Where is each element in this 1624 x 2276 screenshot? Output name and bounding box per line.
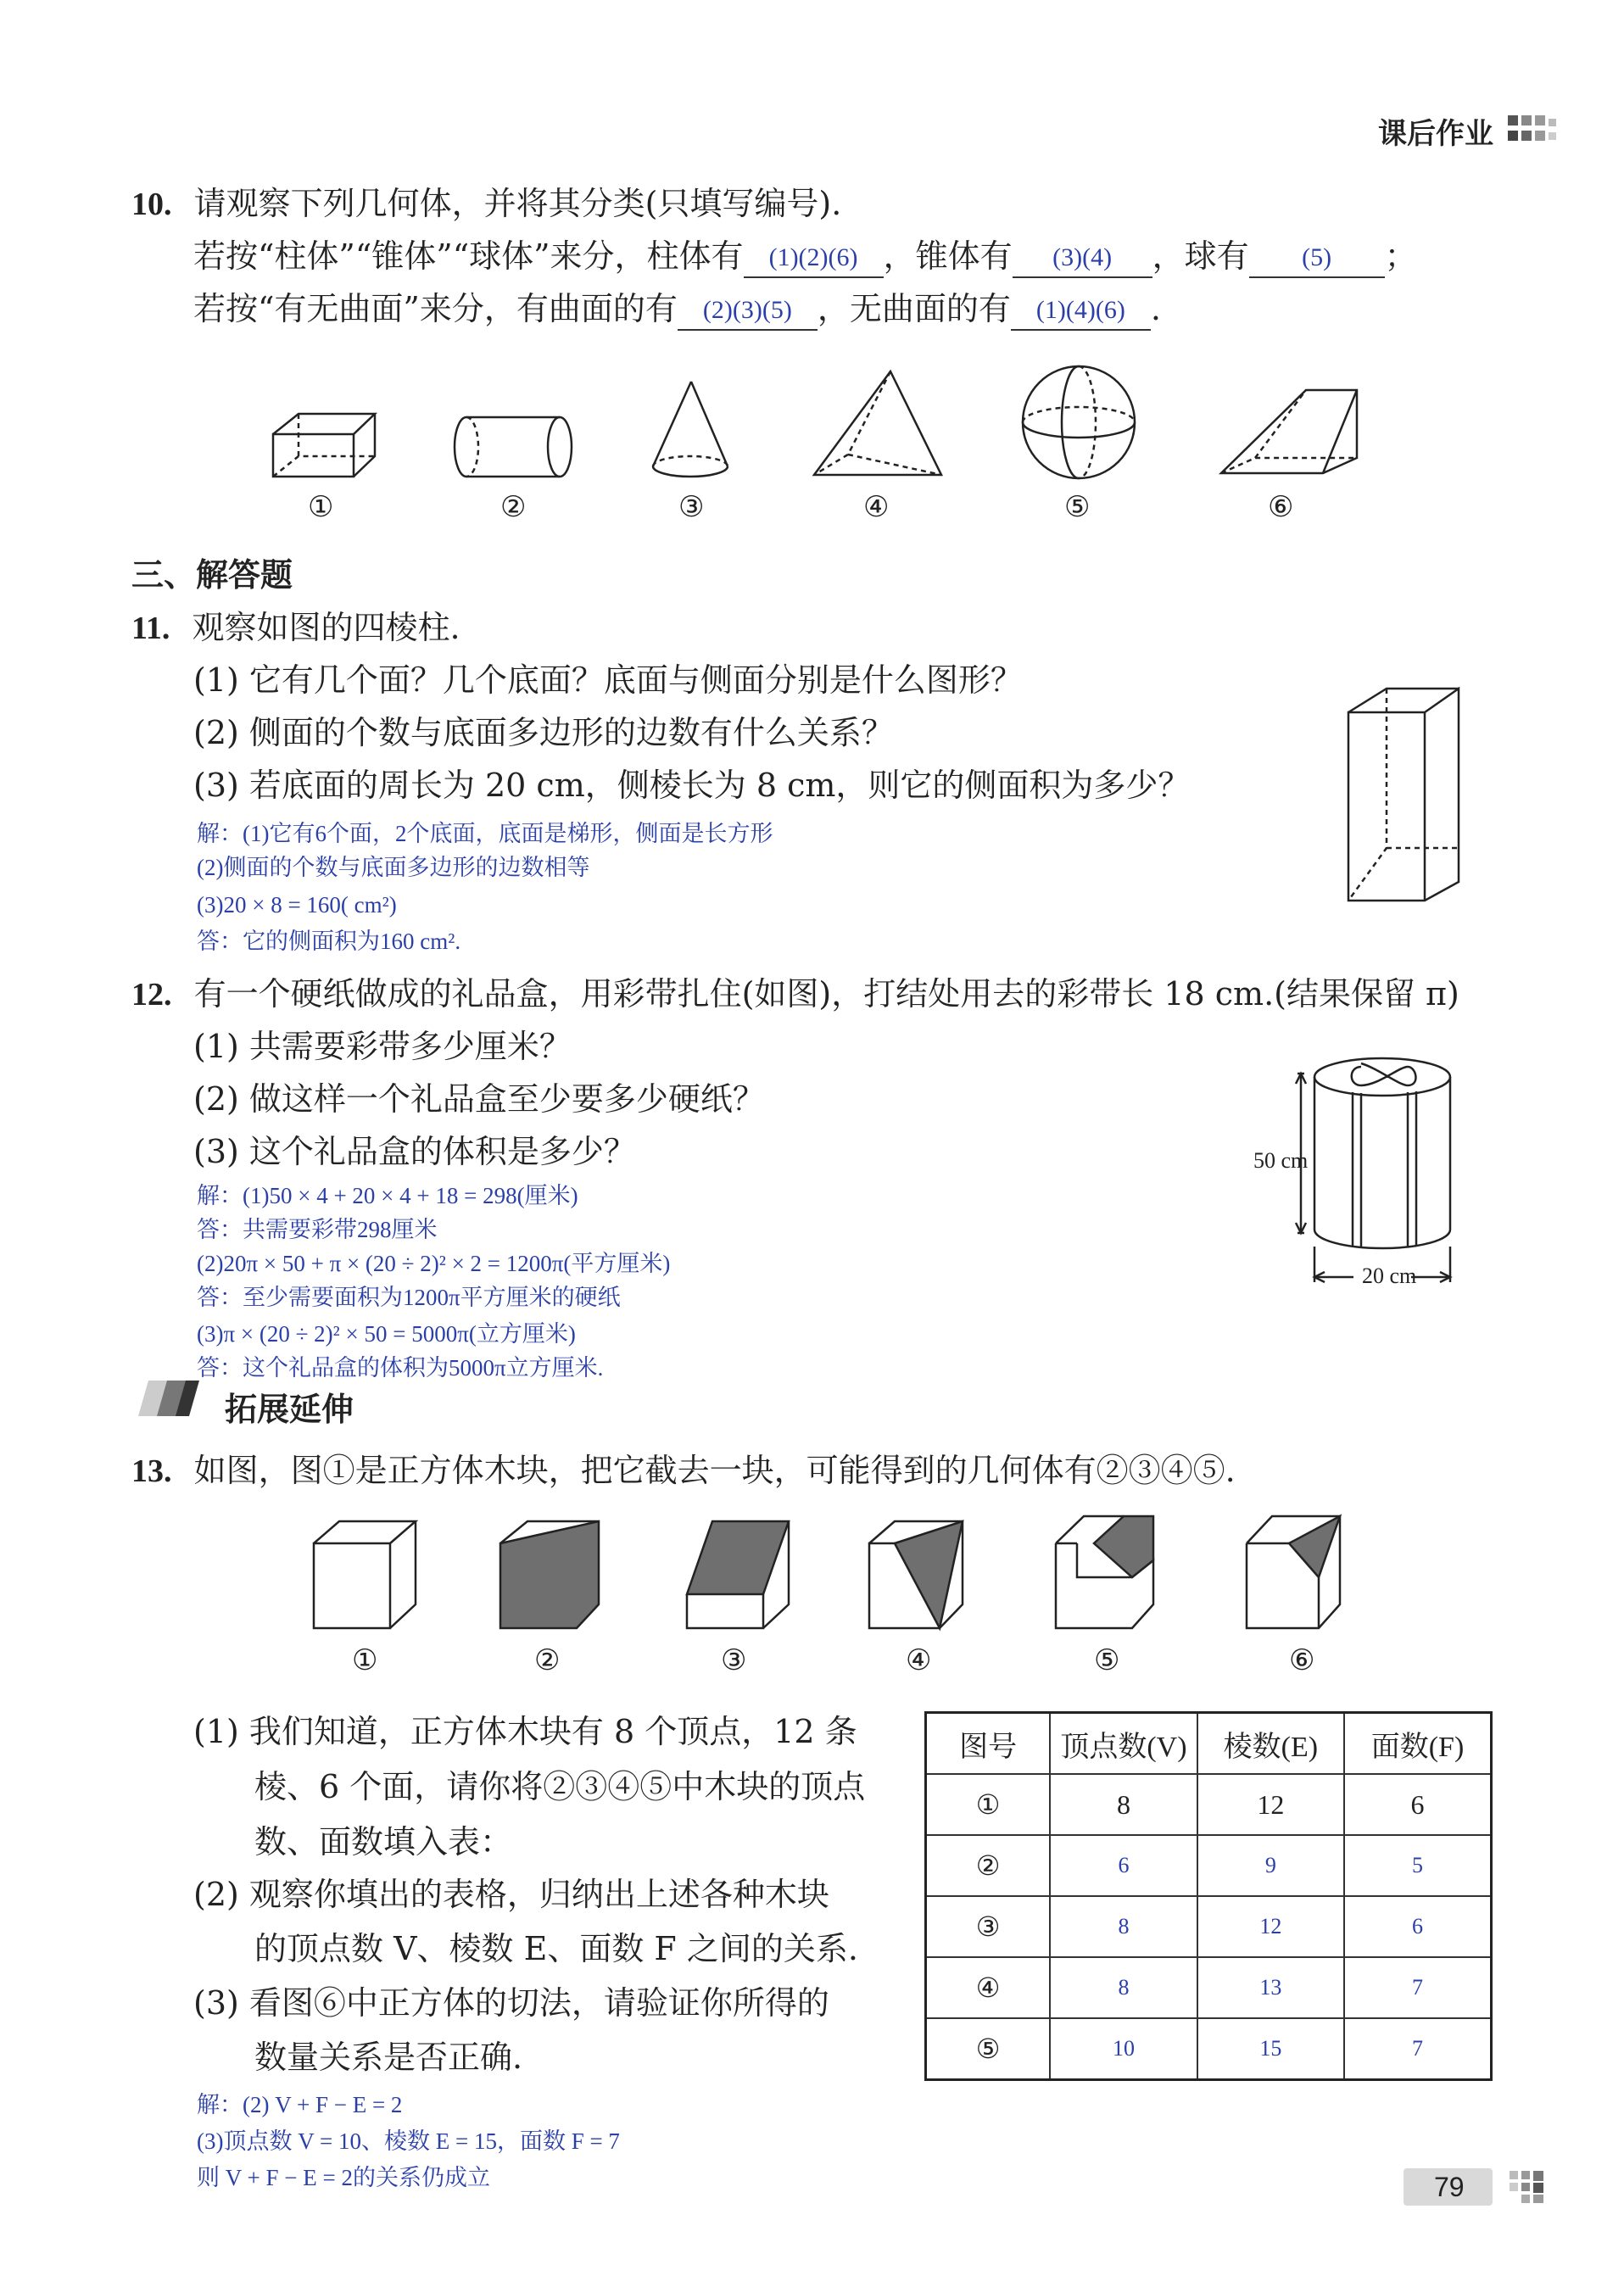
q12-height-label: 50 cm xyxy=(1253,1148,1309,1173)
table-cell: 8 xyxy=(1050,1957,1197,2018)
q11-text: 观察如图的四棱柱. xyxy=(192,609,460,646)
q10-line2-text-c: ，球有 xyxy=(1152,237,1249,275)
q11-solution-1: 解：(1)它有6个面，2个底面，底面是梯形，侧面是长方形 xyxy=(197,821,773,846)
footer-decoration-icon xyxy=(1510,2171,1552,2208)
q12-solution-6: 答：这个礼品盒的体积为5000π立方厘米. xyxy=(197,1355,604,1381)
q13-number: 13. xyxy=(131,1453,172,1489)
table-cell: 6 xyxy=(1344,1896,1491,1957)
q11-solution-4: 答：它的侧面积为160 cm². xyxy=(197,929,461,954)
table-cell: ③ xyxy=(926,1896,1051,1957)
table-cell: ① xyxy=(926,1774,1051,1835)
q13-solution-3: 则 V + F − E = 2的关系仍成立 xyxy=(197,2165,490,2190)
q13-part-3a: (3) 看图⑥中正方体的切法，请验证你所得的 xyxy=(193,1984,829,2022)
table-header-row xyxy=(926,1713,1492,1775)
table-row xyxy=(926,1835,1492,1896)
q10-label-4: ④ xyxy=(863,492,890,523)
q10-answer-flat: (1)(4)(6) xyxy=(1011,292,1151,331)
table-header: 棱数(E) xyxy=(1197,1713,1344,1775)
q10-answer-cone: (3)(4) xyxy=(1013,239,1152,278)
q10-line3-text-c: . xyxy=(1150,290,1161,327)
q10-line3-text-b: ，无曲面的有 xyxy=(817,290,1011,327)
table-header: 面数(F) xyxy=(1344,1713,1491,1775)
q12-text: 有一个硬纸做成的礼品盒，用彩带扎住(如图)，打结处用去的彩带长 18 cm.(结果保留 π) xyxy=(193,975,1459,1012)
q10-number: 10. xyxy=(131,187,172,222)
cube-figure xyxy=(314,1521,416,1628)
q13-label-4: ④ xyxy=(906,1645,932,1676)
q13-part-2a: (2) 观察你填出的表格，归纳出上述各种木块 xyxy=(193,1876,829,1913)
q11-number: 11. xyxy=(131,611,170,646)
q13-table xyxy=(924,1711,1493,2081)
cut-cube-5-figure xyxy=(1056,1516,1153,1628)
q12-solution-2: 答：共需要彩带298厘米 xyxy=(197,1217,438,1242)
q13-solution-1: 解：(2) V + F − E = 2 xyxy=(197,2092,403,2117)
q12-solution-1: 解：(1)50 × 4 + 20 × 4 + 18 = 298(厘米) xyxy=(197,1183,578,1208)
table-cell: 12 xyxy=(1197,1774,1344,1835)
q13-part-1a: (1) 我们知道，正方体木块有 8 个顶点，12 条 xyxy=(193,1713,857,1750)
table-cell: 13 xyxy=(1197,1957,1344,2018)
q10-figures xyxy=(254,356,1399,492)
q10-answer-prism: (1)(2)(6) xyxy=(744,239,884,278)
cylinder-figure xyxy=(455,417,572,477)
table-cell: 7 xyxy=(1344,2018,1491,2080)
q10-title xyxy=(131,185,841,223)
page-number-box xyxy=(1404,2168,1493,2206)
q10-text: 请观察下列几何体，并将其分类(只填写编号). xyxy=(193,185,842,222)
table-header: 图号 xyxy=(926,1713,1051,1775)
table-cell: 10 xyxy=(1050,2018,1197,2080)
section-title: 三、解答题 xyxy=(131,556,293,594)
q10-line2-text-a: 若按“柱体”“锥体”“球体”来分，柱体有 xyxy=(193,237,744,275)
cut-cube-6-figure xyxy=(1247,1516,1340,1628)
q13-part-2b: 的顶点数 V、棱数 E、面数 F 之间的关系. xyxy=(254,1930,858,1967)
cut-cube-3-figure xyxy=(687,1521,789,1628)
q13-part-1b: 棱、6 个面，请你将②③④⑤中木块的顶点 xyxy=(254,1768,866,1805)
table-cell: 8 xyxy=(1050,1774,1197,1835)
cuboid-figure xyxy=(273,414,375,477)
table-cell: 5 xyxy=(1344,1835,1491,1896)
q13-label-5: ⑤ xyxy=(1094,1645,1120,1676)
q10-line2 xyxy=(193,237,1417,280)
table-row xyxy=(926,1774,1492,1835)
q12-title xyxy=(131,975,1459,1013)
q13-figures xyxy=(305,1509,1391,1637)
q13-part-1c: 数、面数填入表： xyxy=(254,1823,513,1860)
table-cell: 8 xyxy=(1050,1896,1197,1957)
q13-label-1: ① xyxy=(352,1645,378,1676)
table-row xyxy=(926,1957,1492,2018)
q11-part-2: (2) 侧面的个数与底面多边形的边数有什么关系？ xyxy=(193,714,894,751)
gift-box-figure xyxy=(1281,1052,1484,1289)
q13-part-3b: 数量关系是否正确. xyxy=(254,2039,523,2076)
quadrangular-prism-figure xyxy=(1340,678,1476,907)
q13-title xyxy=(131,1452,1236,1490)
table-cell: 6 xyxy=(1050,1835,1197,1896)
table-cell: 15 xyxy=(1197,2018,1344,2080)
q11-title xyxy=(131,609,460,647)
table-cell: ④ xyxy=(926,1957,1051,2018)
q12-part-2: (2) 做这样一个礼品盒至少要多少硬纸？ xyxy=(193,1080,765,1118)
page-number: 79 xyxy=(1434,2172,1465,2202)
cut-cube-4-figure xyxy=(869,1521,963,1628)
q13-solution-2: (3)顶点数 V = 10、棱数 E = 15，面数 F = 7 xyxy=(197,2128,620,2154)
table-cell: 9 xyxy=(1197,1835,1344,1896)
q10-line3-text-a: 若按“有无曲面”来分，有曲面的有 xyxy=(193,290,678,327)
table-cell: 12 xyxy=(1197,1896,1344,1957)
q10-line2-text-b: ，锥体有 xyxy=(883,237,1013,275)
q13-label-6: ⑥ xyxy=(1289,1645,1315,1676)
q13-label-3: ③ xyxy=(721,1645,747,1676)
table-cell: 6 xyxy=(1344,1774,1491,1835)
tetrahedron-figure xyxy=(814,371,941,475)
q10-label-1: ① xyxy=(308,492,334,523)
q10-answer-curved: (2)(3)(5) xyxy=(678,292,818,331)
q12-number: 12. xyxy=(131,977,172,1012)
q10-label-2: ② xyxy=(500,492,527,523)
cut-cube-2-figure xyxy=(500,1521,599,1628)
table-header: 顶点数(V) xyxy=(1050,1713,1197,1775)
page-header: 课后作业 xyxy=(1378,117,1493,151)
sphere-figure xyxy=(1023,366,1135,478)
q11-solution-2: (2)侧面的个数与底面多边形的边数相等 xyxy=(197,855,590,880)
q12-part-3: (3) 这个礼品盒的体积是多少？ xyxy=(193,1133,636,1170)
q12-solution-3: (2)20π × 50 + π × (20 ÷ 2)² × 2 = 1200π(平方厘米) xyxy=(197,1251,671,1276)
q10-answer-sphere: (5) xyxy=(1249,239,1385,278)
q10-label-5: ⑤ xyxy=(1064,492,1091,523)
q13-text: 如图，图①是正方体木块，把它截去一块，可能得到的几何体有②③④⑤. xyxy=(193,1452,1236,1489)
q10-line3 xyxy=(193,290,1161,332)
q11-solution-3: (3)20 × 8 = 160( cm²) xyxy=(197,892,397,918)
q11-part-3: (3) 若底面的周长为 20 cm，侧棱长为 8 cm，则它的侧面积为多少？ xyxy=(193,767,1191,804)
q10-label-6: ⑥ xyxy=(1268,492,1294,523)
q12-part-1: (1) 共需要彩带多少厘米？ xyxy=(193,1028,572,1065)
table-cell: ⑤ xyxy=(926,2018,1051,2080)
table-row xyxy=(926,2018,1492,2080)
q12-width-label: 20 cm xyxy=(1362,1264,1417,1288)
header-decoration-icon xyxy=(1508,115,1559,148)
q12-solution-5: (3)π × (20 ÷ 2)² × 50 = 5000π(立方厘米) xyxy=(197,1321,576,1347)
q10-label-3: ③ xyxy=(678,492,705,523)
q12-solution-4: 答：至少需要面积为1200π平方厘米的硬纸 xyxy=(197,1285,621,1310)
table-row xyxy=(926,1896,1492,1957)
table-cell: ② xyxy=(926,1835,1051,1896)
q10-line2-text-d: ； xyxy=(1384,237,1417,275)
cone-figure xyxy=(653,382,728,477)
extension-title: 拓展延伸 xyxy=(225,1391,354,1428)
q11-part-1: (1) 它有几个面？几个底面？底面与侧面分别是什么图形？ xyxy=(193,661,1023,699)
triangular-prism-figure xyxy=(1221,390,1357,473)
table-cell: 7 xyxy=(1344,1957,1491,2018)
q13-label-2: ② xyxy=(534,1645,561,1676)
extension-icon xyxy=(131,1374,212,1428)
